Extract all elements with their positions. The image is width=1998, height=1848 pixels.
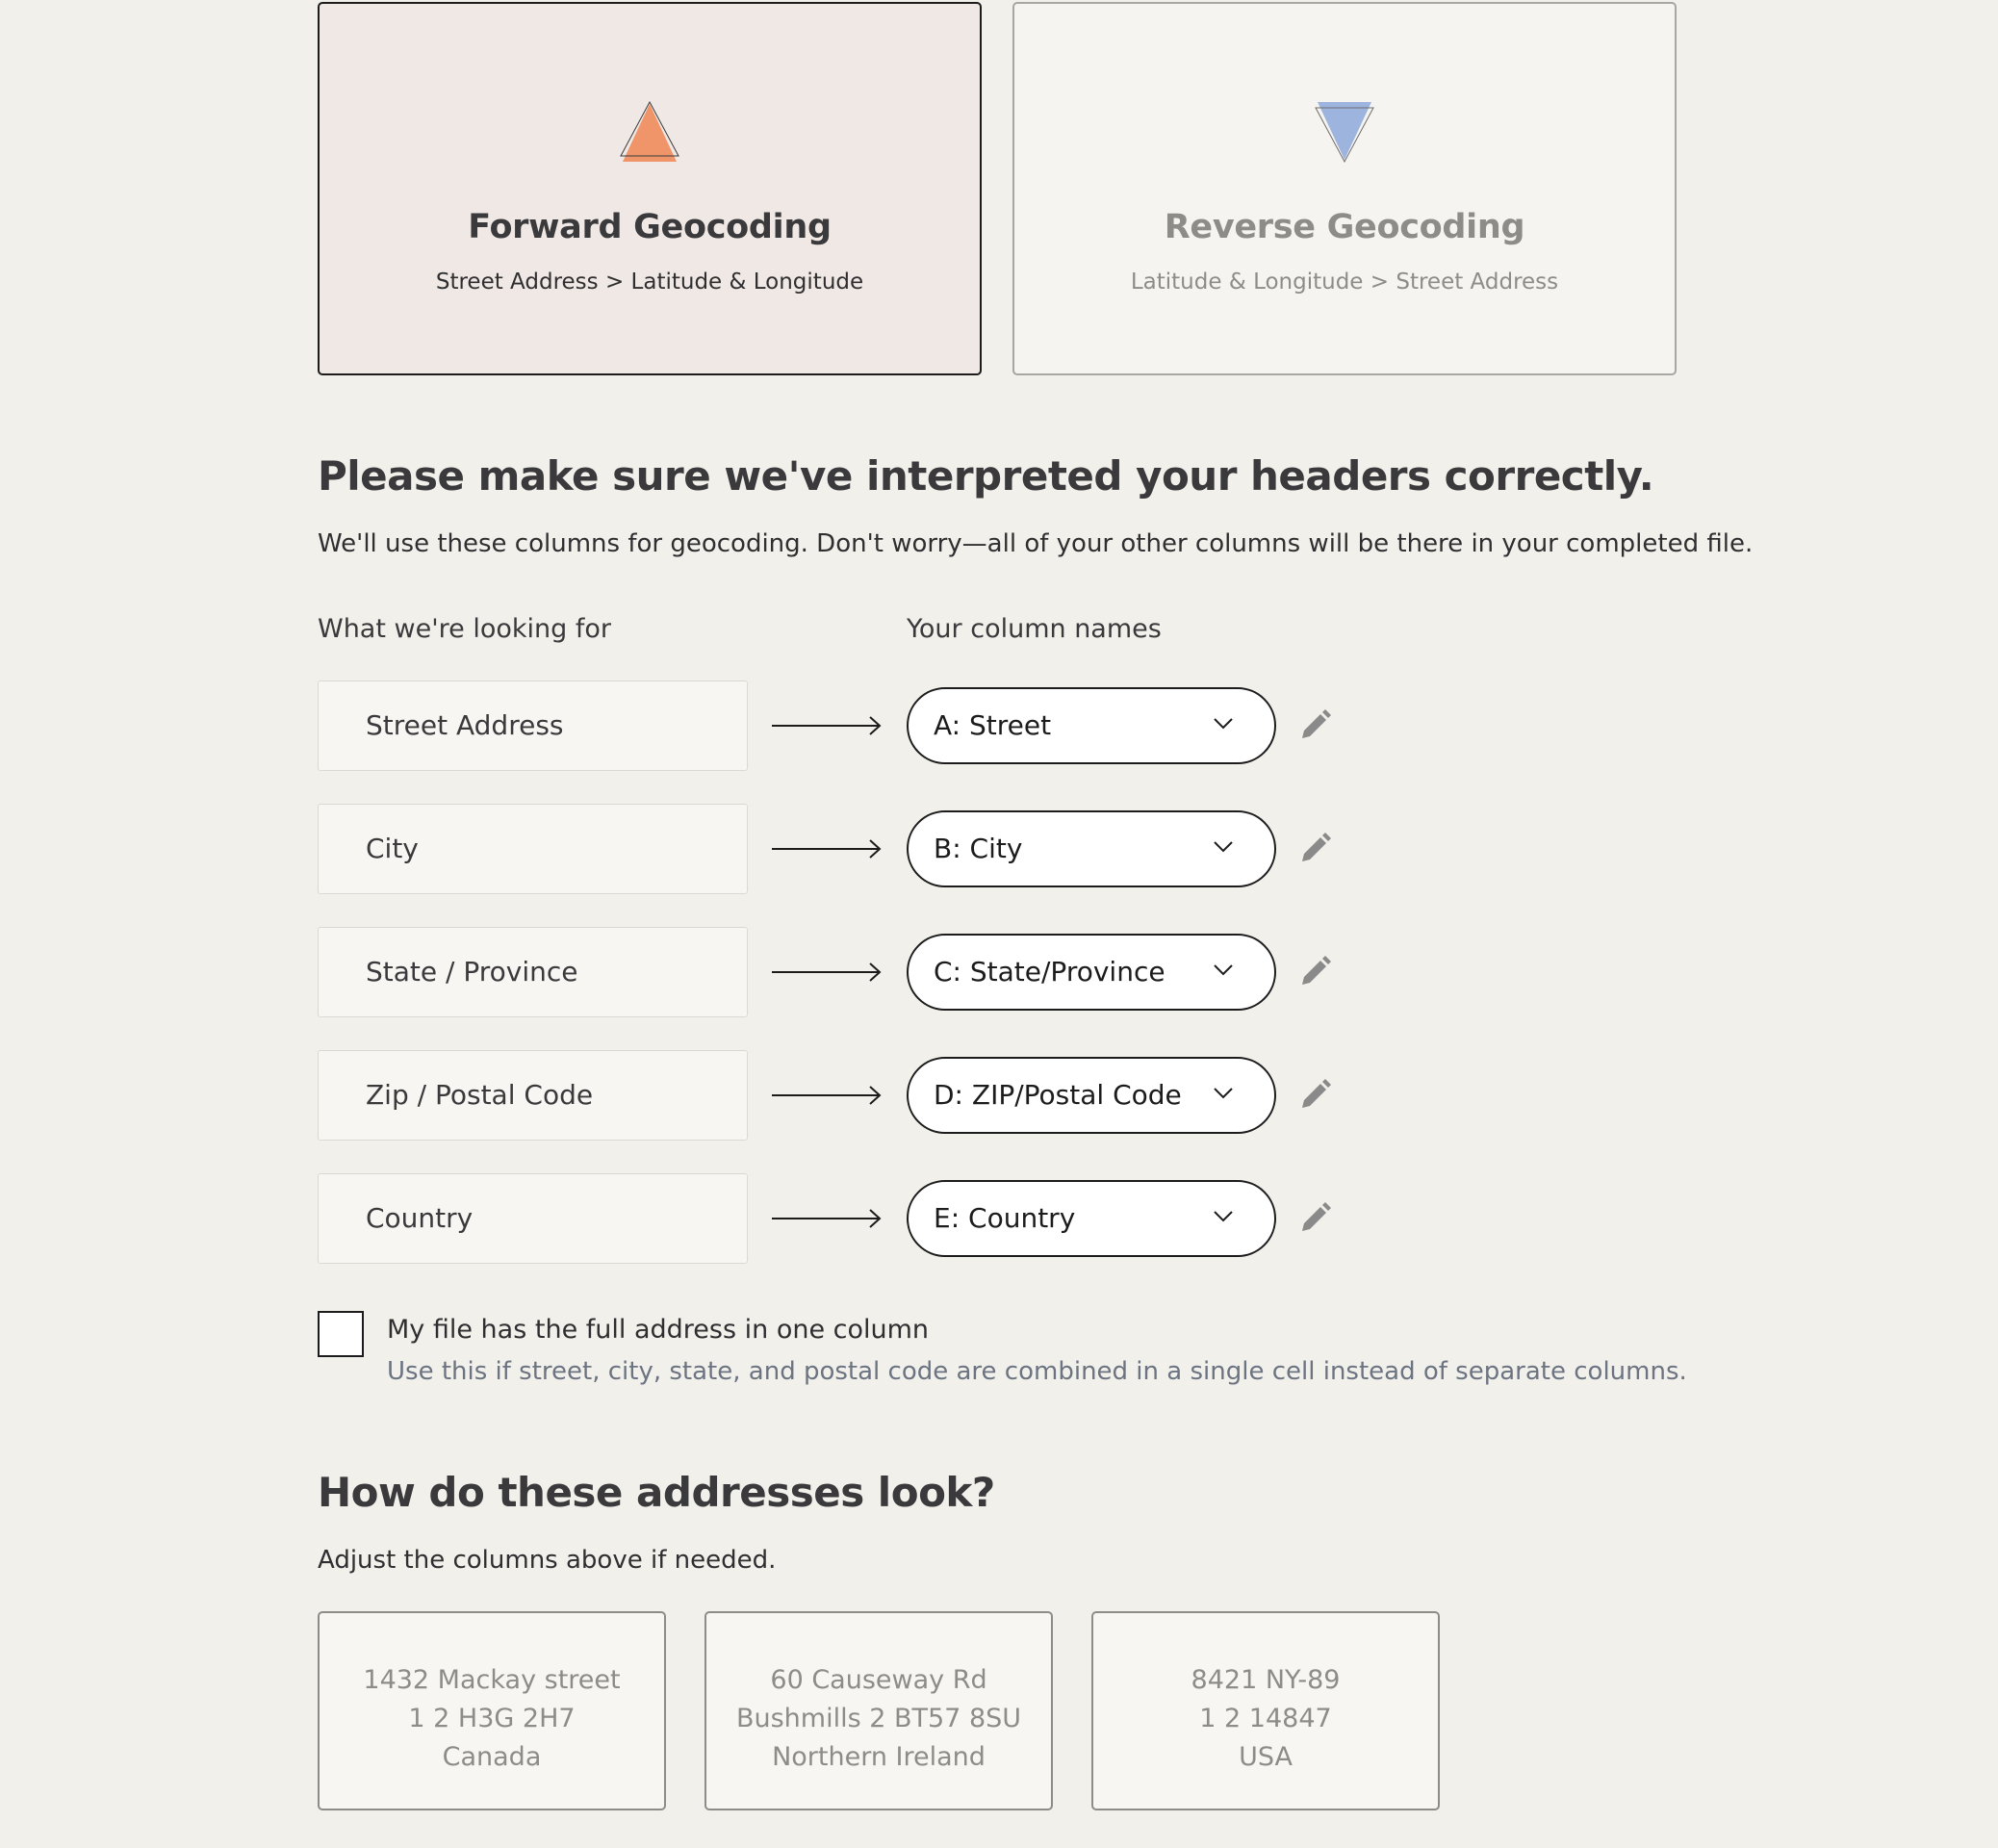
triangle-up-icon [619,100,680,164]
field-country: Country [318,1173,748,1264]
address-line-2: Bushmills 2 BT57 8SU [735,1704,1022,1733]
preview-section-title: How do these addresses look? [318,1469,995,1516]
pencil-icon[interactable] [1297,955,1332,989]
full-address-checkbox-label[interactable]: My file has the full address in one column [387,1315,930,1345]
chevron-down-icon [1213,840,1234,854]
arrow-right-icon [770,837,884,860]
address-line-3: Northern Ireland [772,1742,986,1772]
address-line-1: 8421 NY-89 [1191,1665,1341,1695]
field-state-province: State / Province [318,927,748,1017]
full-address-help-text: Use this if street, city, state, and postal code are combined in a single cell instead of separate columns. [387,1357,1687,1386]
looking-for-label: What we're looking for [318,614,611,644]
arrow-right-icon [770,1207,884,1230]
address-preview-card [1091,1611,1440,1810]
headers-section-description: We'll use these columns for geocoding. Don't worry—all of your other columns will be there in your completed file. [318,529,1754,558]
address-line-3: USA [1239,1742,1293,1772]
column-select-country[interactable] [907,1180,1276,1257]
address-line-2: 1 2 14847 [1199,1704,1332,1733]
column-select-value: D: ZIP/Postal Code [934,1079,1182,1111]
field-street-address: Street Address [318,680,748,771]
pencil-icon[interactable] [1297,1201,1332,1236]
column-names-label: Your column names [907,614,1162,644]
reverse-card-subtitle: Latitude & Longitude > Street Address [1130,270,1559,295]
pencil-icon[interactable] [1297,832,1332,866]
arrow-right-icon [770,961,884,984]
column-select-value: C: State/Province [934,956,1166,988]
chevron-down-icon [1213,1087,1234,1100]
address-line-2: 1 2 H3G 2H7 [408,1704,576,1733]
column-select-city[interactable] [907,810,1276,887]
address-preview-card [318,1611,666,1810]
address-line-3: Canada [442,1742,542,1772]
forward-geocoding-card[interactable] [318,2,982,375]
pencil-icon[interactable] [1297,708,1332,743]
column-select-state[interactable] [907,934,1276,1011]
chevron-down-icon [1213,963,1234,977]
reverse-geocoding-card[interactable] [1012,2,1677,375]
forward-card-subtitle: Street Address > Latitude & Longitude [435,270,864,295]
column-select-value: E: Country [934,1202,1076,1234]
preview-section-description: Adjust the columns above if needed. [318,1546,777,1575]
full-address-checkbox[interactable] [318,1311,364,1357]
field-zip-postal-code: Zip / Postal Code [318,1050,748,1141]
forward-card-title: Forward Geocoding [468,208,832,246]
pencil-icon[interactable] [1297,1078,1332,1113]
triangle-down-icon [1314,100,1375,164]
address-line-1: 60 Causeway Rd [770,1665,987,1695]
arrow-right-icon [770,714,884,737]
address-preview-card [704,1611,1053,1810]
chevron-down-icon [1213,717,1234,731]
field-city: City [318,804,748,894]
column-select-street[interactable] [907,687,1276,764]
arrow-right-icon [770,1084,884,1107]
column-select-value: A: Street [934,709,1052,741]
column-select-value: B: City [934,833,1023,864]
address-line-1: 1432 Mackay street [363,1665,621,1695]
chevron-down-icon [1213,1210,1234,1223]
column-select-zip[interactable] [907,1057,1276,1134]
reverse-card-title: Reverse Geocoding [1164,208,1525,246]
headers-section-title: Please make sure we've interpreted your headers correctly. [318,452,1654,500]
